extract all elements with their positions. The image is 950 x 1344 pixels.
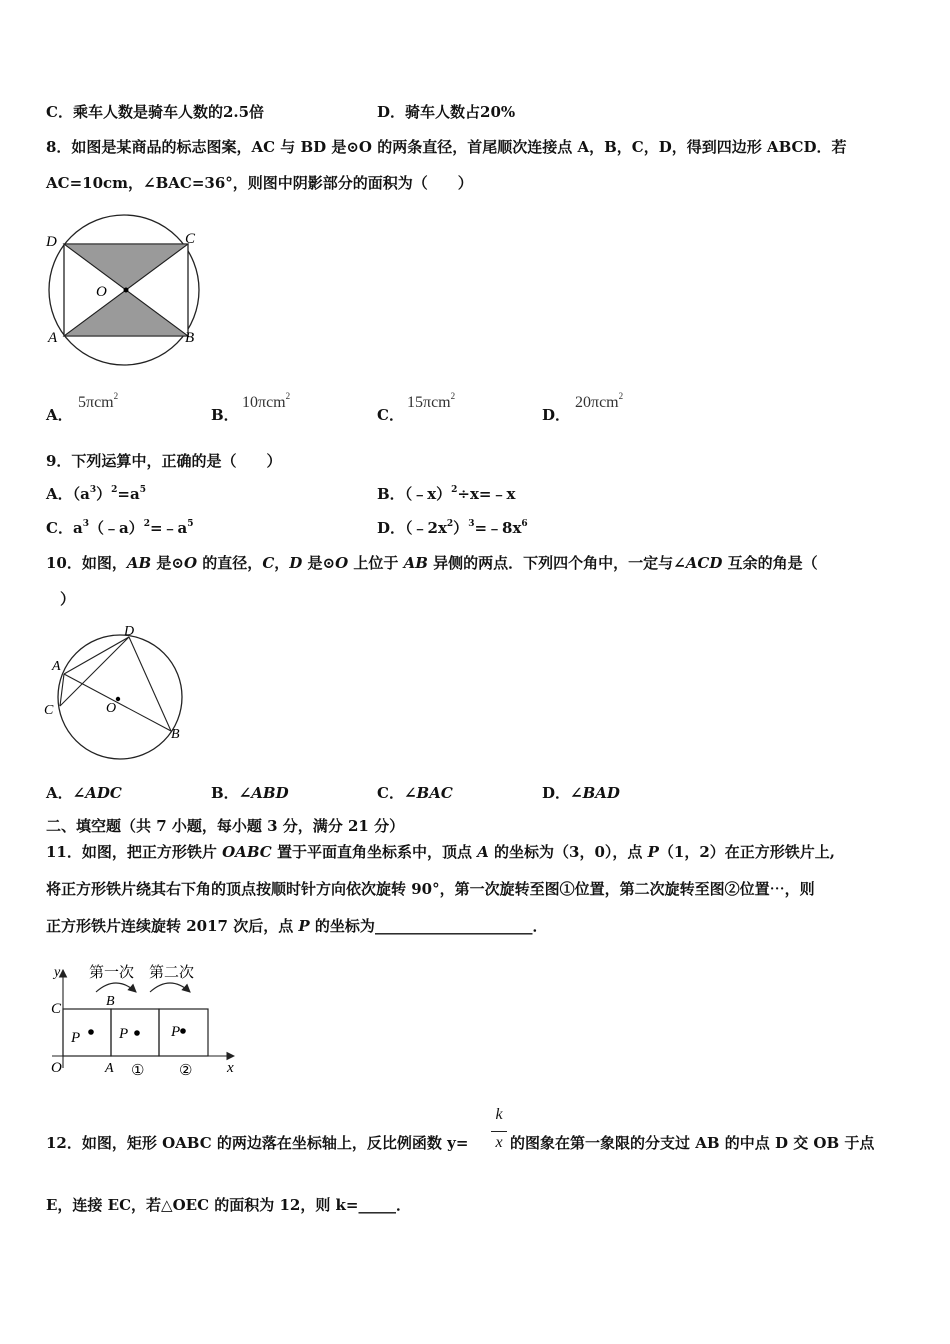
q11-stem-line2: 将正方形铁片绕其右下角的顶点按顺时针方向依次旋转 90°，第一次旋转至图①位置，第二次旋转至图②位置⋯，则	[46, 880, 815, 898]
q8-option-b-value: 10πcm$^2$	[242, 391, 291, 411]
q12-fraction-bar	[491, 1131, 507, 1132]
q8-figure	[40, 225, 220, 355]
q11-label-p3: P	[171, 1024, 181, 1040]
q10-option-d: D．∠BAD	[542, 784, 620, 802]
q10-label-d: D	[124, 624, 135, 639]
q11-label-second: 第二次	[149, 965, 195, 981]
q11-figure	[40, 958, 250, 1083]
q10-label-b: B	[171, 727, 180, 742]
q10-option-c: C．∠BAC	[377, 784, 453, 802]
q12-stem-line2: E，连接 EC，若△OEC 的面积为 12，则 k=_____．	[46, 1196, 412, 1214]
q9-option-d: D．$(﹣2x^2)^3=﹣8x^6$	[377, 519, 528, 537]
q11-label-b: B	[106, 994, 115, 1009]
q11-answer-blank[interactable]: _____________________	[374, 917, 533, 935]
q8-label-d: D	[46, 234, 57, 250]
q12-stem-line1-a: 12．如图，矩形 OABC 的两边落在坐标轴上，反比例函数 y=	[46, 1134, 469, 1152]
q12-answer-blank[interactable]: _____	[358, 1196, 397, 1214]
q7-option-c: C．乘车人数是骑车人数的2.5倍	[46, 103, 265, 121]
q8-option-d-value: 20πcm$^2$	[575, 391, 624, 411]
q8-option-a-value: 5πcm$^2$	[78, 391, 119, 411]
q8-label-o: O	[96, 284, 107, 300]
q8-label-a: A	[48, 330, 58, 346]
q8-option-b-letter: B．	[211, 406, 239, 424]
q11-label-circle-1: ①	[131, 1063, 145, 1079]
q11-label-o: O	[51, 1060, 62, 1076]
q10-label-a: A	[52, 659, 61, 674]
q11-label-a: A	[105, 1061, 114, 1076]
q8-label-c: C	[185, 231, 196, 247]
q12-stem-line1-b: 的图象在第一象限的分支过 AB 的中点 D 交 OB 于点	[510, 1134, 875, 1152]
q11-stem-line3: 正方形铁片连续旋转 2017 次后，点 P 的坐标为_____________________．	[46, 917, 548, 935]
q8-option-c-value: 15πcm$^2$	[407, 391, 456, 411]
q12-fraction-denominator: x	[495, 1134, 503, 1151]
q12-fraction-numerator: k	[495, 1106, 503, 1123]
q7-option-d: D．骑车人数占20%	[377, 103, 516, 121]
q10-label-o: O	[106, 701, 117, 716]
q11-label-p1: P	[71, 1030, 81, 1046]
q8-label-b: B	[185, 330, 195, 346]
section-2-title: 二、填空题（共 7 小题，每小题 3 分，满分 21 分）	[46, 817, 405, 835]
q8-stem-line2: AC=10cm，∠BAC=36°，则图中阴影部分的面积为（ ）	[46, 174, 473, 192]
q11-label-circle-2: ②	[179, 1063, 193, 1079]
q8-option-a-letter: A．	[46, 406, 73, 424]
q10-stem-line1: 10．如图，AB 是⊙O 的直径，C，D 是⊙O 上位于 AB 异侧的两点．下列四个角中，一定与∠ACD 互余的角是（	[46, 554, 818, 572]
q10-option-b: B．∠ABD	[211, 784, 289, 802]
q8-option-d-letter: D．	[542, 406, 571, 424]
q10-option-a: A．∠ADC	[46, 784, 122, 802]
q9-option-c: C．$a^3(﹣a)^2=﹣a^5$	[46, 519, 194, 537]
q9-stem: 9．下列运算中，正确的是（ ）	[46, 452, 282, 470]
q10-stem-line2: ）	[60, 590, 76, 608]
q11-label-first: 第一次	[89, 965, 135, 981]
q10-label-c: C	[44, 703, 54, 718]
q11-stem-line1: 11．如图，把正方形铁片 OABC 置于平面直角坐标系中，顶点 A 的坐标为（3，0），点 P（1，2）在正方形铁片上,	[46, 843, 836, 861]
q11-label-c: C	[51, 1001, 62, 1017]
q8-option-c-letter: C．	[377, 406, 404, 424]
q9-option-a: A．$(a^3)^2=a^5$	[46, 485, 146, 503]
q10-figure	[40, 622, 200, 762]
q9-option-b: B．（﹣x）$^2$÷x=﹣x	[377, 485, 516, 503]
q8-stem-line1: 8．如图是某商品的标志图案，AC 与 BD 是⊙O 的两条直径，首尾顺次连接点 A，B，C，D，得到四边形 ABCD．若	[46, 138, 847, 156]
q11-label-p2: P	[119, 1026, 129, 1042]
q11-label-y: y	[54, 965, 61, 980]
q11-label-x: x	[227, 1060, 234, 1076]
